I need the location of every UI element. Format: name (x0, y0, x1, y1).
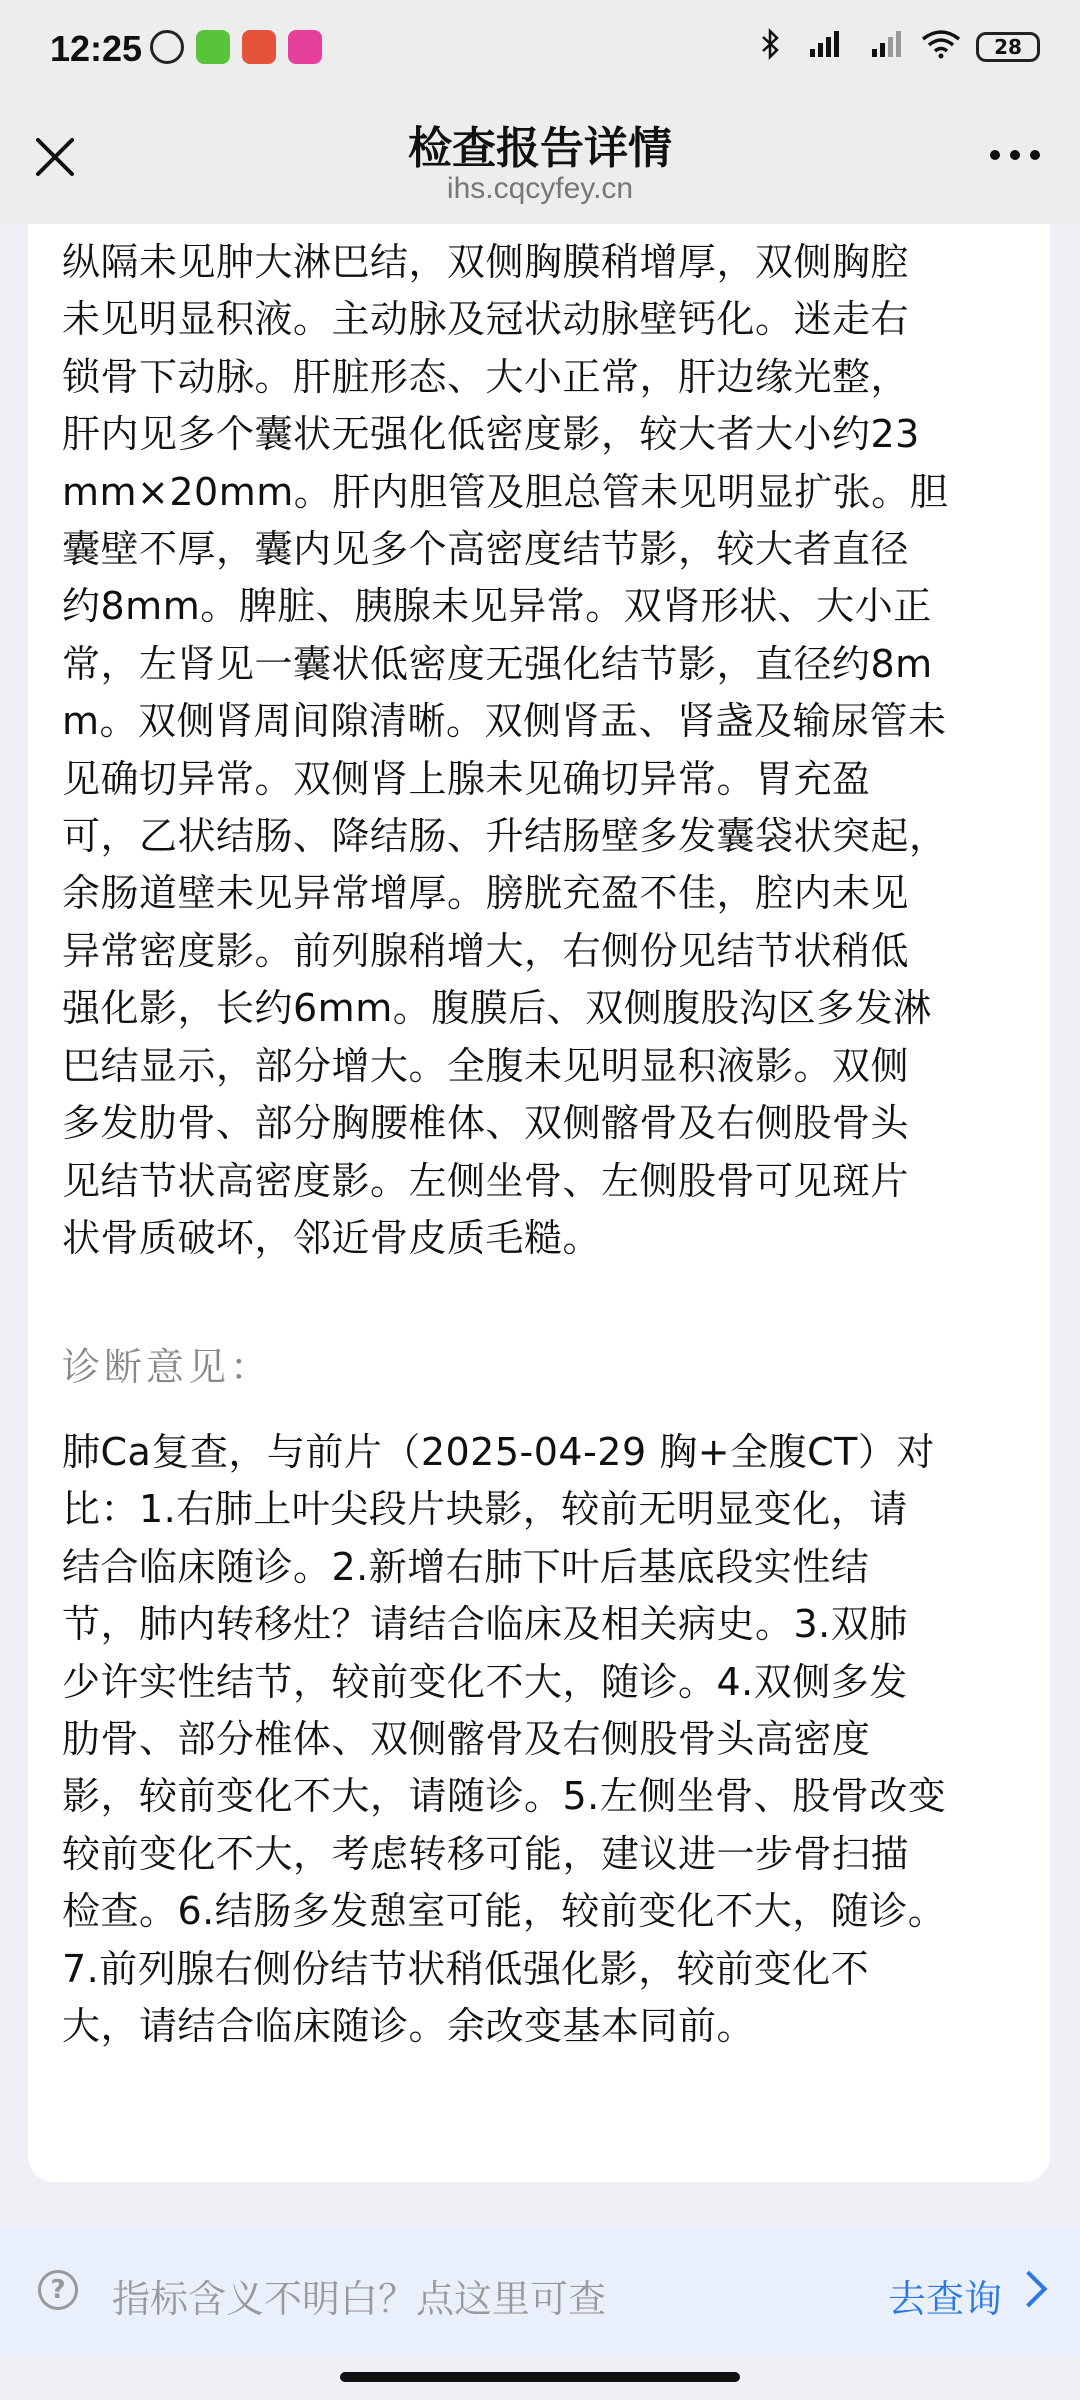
report-findings: 纵隔未见肿大淋巴结，双侧胸膜稍增厚，双侧胸腔 未见明显积液。主动脉及冠状动脉壁钙化。迷走右 锁骨下动脉。肝脏形态、大小正常，肝边缘光整， 肝内见多个囊状无强化低密度影，较大者大小约23 mm×20mm。肝内胆管及胆总管未见明显扩张。胆 囊壁不厚，囊内见多个高密度结节影，较大者直径 约8mm。脾脏、胰腺未见异常。双肾形状、大小正 常，左肾见一囊状低密度无强化结节影，直径约8m m。双侧肾周间隙清晰。双侧肾盂、肾盏及输尿管未 见确切异常。双侧肾上腺未见确切异常。胃充盈 可，乙状结肠、降结肠、升结肠壁多发囊袋状突起， 余肠道壁未见异常增厚。膀胱充盈不佳，腔内未见 异常密度影。前列腺稍增大，右侧份见结节状稍低 强化影，长约6mm。腹膜后、双侧腹股沟区多发淋 巴结显示，部分增大。全腹未见明显积液影。双侧 多发肋骨、部分胸腰椎体、双侧髂骨及右侧股骨头 见结节状高密度影。左侧坐骨、左侧股骨可见斑片 状骨质破坏，邻近骨皮质毛糙。 (62, 240, 949, 1260)
more-options-icon[interactable] (990, 150, 1040, 160)
help-icon: ? (38, 2270, 78, 2310)
bluetooth-icon (760, 28, 782, 65)
battery-icon: 28 (976, 32, 1040, 62)
page-title: 检查报告详情 (408, 123, 672, 174)
help-bar[interactable] (0, 2226, 1080, 2356)
query-link[interactable]: 去查询 (887, 2277, 1002, 2321)
status-time: 12:25 (50, 28, 143, 69)
help-prompt: 指标含义不明白？点这里可查 (112, 2277, 607, 2321)
report-card (28, 224, 1050, 2182)
alarm-icon (150, 30, 184, 64)
diagnosis-label: 诊断意见： (62, 1345, 273, 1389)
status-bar (0, 0, 1080, 104)
top-navigation-bar (0, 104, 1080, 224)
signal-icon (796, 29, 844, 64)
app-notification-icon (242, 30, 276, 64)
notification-icons (150, 30, 322, 64)
system-icons (760, 28, 1040, 65)
diagnosis-text: 肺Ca复查，与前片（2025-04-29 胸+全腹CT）对 比：1.右肺上叶尖段片块影，较前无明显变化，请 结合临床随诊。2.新增右肺下叶后基底段实性结 节，肺内转移灶？请结合临床及相关病史。3.双肺 少许实性结节，较前变化不大，随诊。4.双侧多发 肋骨、部分椎体、双侧髂骨及右侧股骨头高密度 影，较前变化不大，请随诊。5.左侧坐骨、股骨改变 较前变化不大，考虑转移可能，建议进一步骨扫描 检查。6.结肠多发憩室可能，较前变化不大，随诊。 7.前列腺右侧份结节状稍低强化影，较前变化不 大，请结合临床随诊。余改变基本同前。 (62, 1430, 947, 2049)
home-indicator[interactable] (340, 2372, 740, 2382)
signal-icon (858, 29, 906, 64)
wifi-icon (920, 29, 962, 64)
app-notification-icon (288, 30, 322, 64)
page-domain: ihs.cqcyfey.cn (446, 172, 634, 205)
app-notification-icon (196, 30, 230, 64)
chevron-right-icon (1011, 2271, 1048, 2308)
